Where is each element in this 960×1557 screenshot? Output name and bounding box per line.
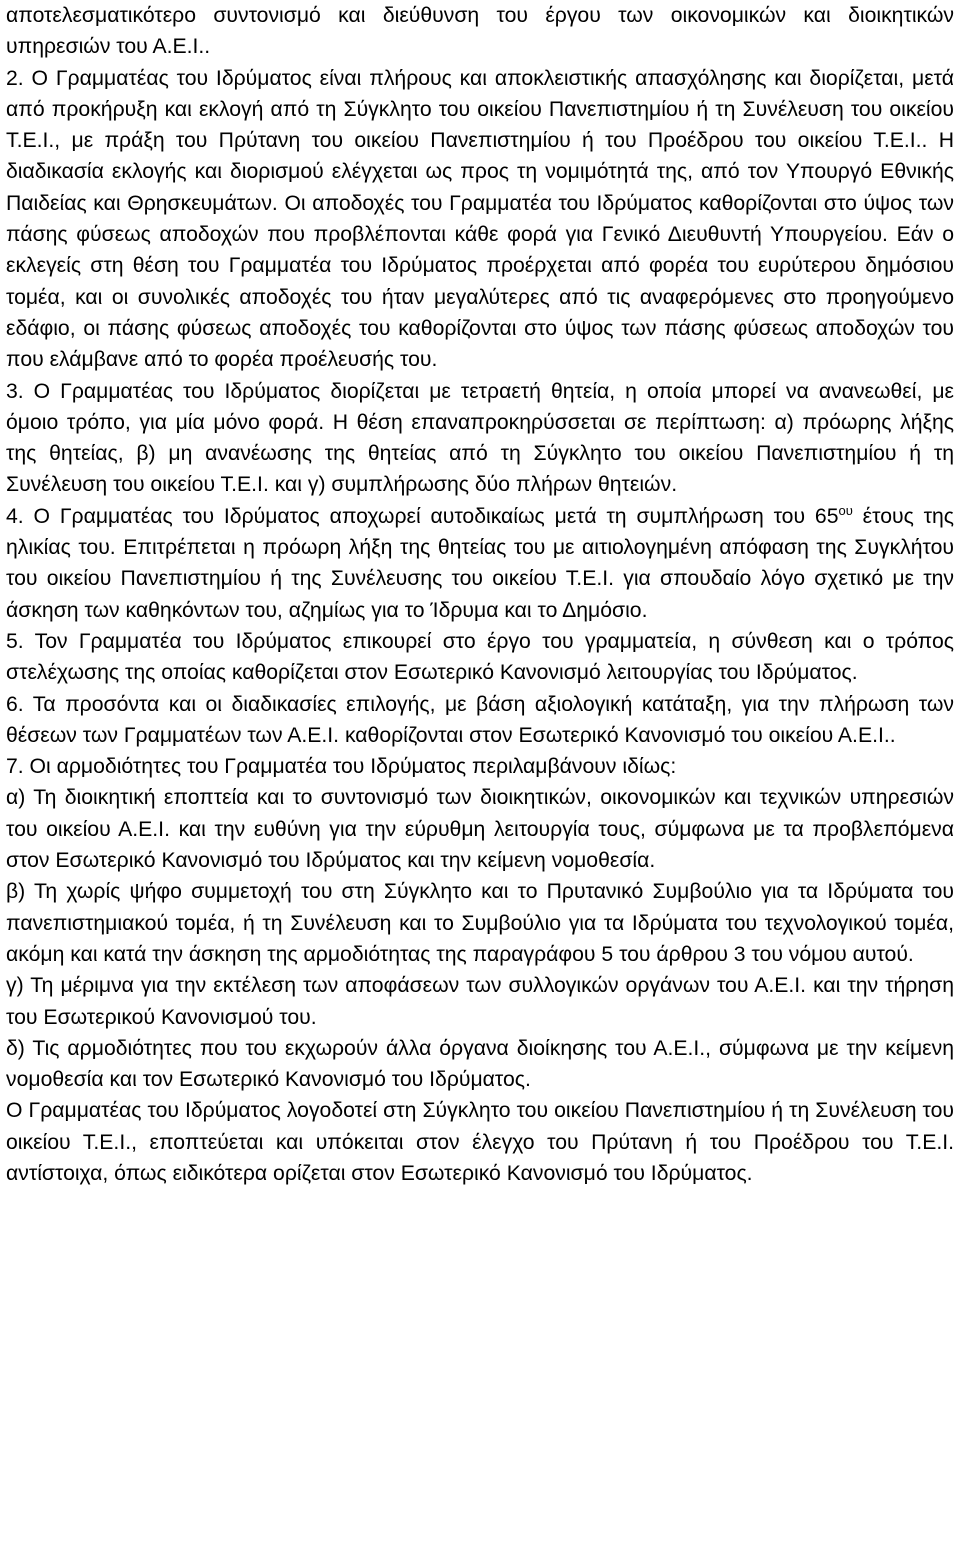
- paragraph-4-text-after: έτους της ηλικίας του. Επιτρέπεται η πρόωρη λήξη της θητείας του με αιτιολογημένη απόφαση της Συγκλήτου του οικείου Πανεπιστημίου ή της Συνέλευσης του οικείου Τ.Ε.Ι. για σπουδαίο λόγο σχετικό με την άσκηση των καθηκόντων του, αζημίως για το Ίδρυμα και το Δημόσιο.: [6, 504, 954, 622]
- paragraph-accountability: Ο Γραμματέας του Ιδρύματος λογοδοτεί στη Σύγκλητο του οικείου Πανεπιστημίου ή τη Συνέλευση του οικείου Τ.Ε.Ι., εποπτεύεται και υπόκειται στον έλεγχο του Πρύτανη ή του Προέδρου του Τ.Ε.Ι. αντίστοιχα, όπως ειδικότερα ορίζεται στον Εσωτερικό Κανονισμό του Ιδρύματος.: [6, 1099, 954, 1185]
- paragraph-3-term: 3. Ο Γραμματέας του Ιδρύματος διορίζεται με τετραετή θητεία, η οποία μπορεί να ανανεωθεί, με όμοιο τρόπο, για μία μόνο φορά. Η θέση επαναπροκηρύσσεται σε περίπτωση: α) πρόωρης λήξης της θητείας, β) μη ανανέωσης της θητείας από τη Σύγκλητο του οικείου Πανεπιστημίου ή τη Συνέλευση του οικείου Τ.Ε.Ι. και γ) συμπλήρωσης δύο πλήρων θητειών.: [6, 379, 954, 497]
- paragraph-continuation: αποτελεσματικότερο συντονισμό και διεύθυνση του έργου των οικονομικών και διοικητικών υπηρεσιών του Α.Ε.Ι..: [6, 4, 954, 59]
- item-b-senate-participation: β) Τη χωρίς ψήφο συμμετοχή του στη Σύγκλητο και το Πρυτανικό Συμβούλιο για τα Ιδρύματα του πανεπιστημιακού τομέα, ή τη Συνέλευση και το Συμβούλιο για τα Ιδρύματα του τεχνολογικού τομέα, ακόμη και κατά την άσκηση της αρμοδιότητας της παραγράφου 5 του άρθρου 3 του νόμου αυτού.: [6, 880, 954, 966]
- item-d-delegated-powers: δ) Τις αρμοδιότητες που του εκχωρούν άλλα όργανα διοίκησης του Α.Ε.Ι., σύμφωνα με την κείμενη νομοθεσία και τον Εσωτερικό Κανονισμό του Ιδρύματος.: [6, 1036, 954, 1092]
- ordinal-superscript: ου: [838, 502, 853, 518]
- paragraph-4-retirement: [6, 501, 954, 626]
- paragraph-6-qualifications: 6. Τα προσόντα και οι διαδικασίες επιλογής, με βάση αξιολογική κατάταξη, για την πλήρωση των θέσεων των Γραμματέων των Α.Ε.Ι. καθορίζονται στον Εσωτερικό Κανονισμό του οικείου Α.Ε.Ι..: [6, 692, 954, 747]
- paragraph-2-secretary-appointment: 2. Ο Γραμματέας του Ιδρύματος είναι πλήρους και αποκλειστικής απασχόλησης και διορίζεται, μετά από προκήρυξη και εκλογή από τη Σύγκλητο του οικείου Πανεπιστημίου ή τη Συνέλευση του οικείου Τ.Ε.Ι., με πράξη του Πρύτανη του οικείου Πανεπιστημίου ή του Προέδρου του οικείου Τ.Ε.Ι.. Η διαδικασία εκλογής και διορισμού ελέγχεται ως προς τη νομιμότητά της, από τον Υπουργό Εθνικής Παιδείας και Θρησκευμάτων. Οι αποδοχές του Γραμματέα του Ιδρύματος καθορίζονται στο ύψος των πάσης φύσεως αποδοχών που προβλέπονται κάθε φορά για Γενικό Διευθυντή Υπουργείου. Εάν ο εκλεγείς στη θέση του Γραμματέα του Ιδρύματος προέρχεται από φορέα του ευρύτερου δημόσιου τομέα, και οι συνολικές αποδοχές του ήταν μεγαλύτερες από τις αναφερόμενες στο προηγούμενο εδάφιο, οι πάσης φύσεως αποδοχές του καθορίζονται στο ύψος των πάσης φύσεως αποδοχών του που ελάμβανε από το φορέα προέλευσής του.: [6, 66, 954, 372]
- paragraph-5-secretariat: 5. Τον Γραμματέα του Ιδρύματος επικουρεί στο έργο του γραμματεία, η σύνθεση και ο τρόπος στελέχωσης της οποίας καθορίζεται στον Εσωτερικό Κανονισμό λειτουργίας του Ιδρύματος.: [6, 629, 954, 685]
- paragraph-7-responsibilities: 7. Οι αρμοδιότητες του Γραμματέα του Ιδρύματος περιλαμβάνουν ιδίως:: [6, 755, 677, 779]
- item-c-decision-execution: γ) Τη μέριμνα για την εκτέλεση των αποφάσεων των συλλογικών οργάνων του Α.Ε.Ι. και την τήρηση του Εσωτερικού Κανονισμού του.: [6, 974, 954, 1029]
- paragraph-4-text-before: 4. Ο Γραμματέας του Ιδρύματος αποχωρεί αυτοδικαίως μετά τη συμπλήρωση του 65: [6, 504, 839, 528]
- item-a-administrative-supervision: α) Τη διοικητική εποπτεία και το συντονισμό των διοικητικών, οικονομικών και τεχνικών υπηρεσιών του οικείου Α.Ε.Ι. και την ευθύνη για την εύρυθμη λειτουργία τους, σύμφωνα με τα προβλεπόμενα στον Εσωτερικό Κανονισμό του Ιδρύματος και την κείμενη νομοθεσία.: [6, 786, 954, 873]
